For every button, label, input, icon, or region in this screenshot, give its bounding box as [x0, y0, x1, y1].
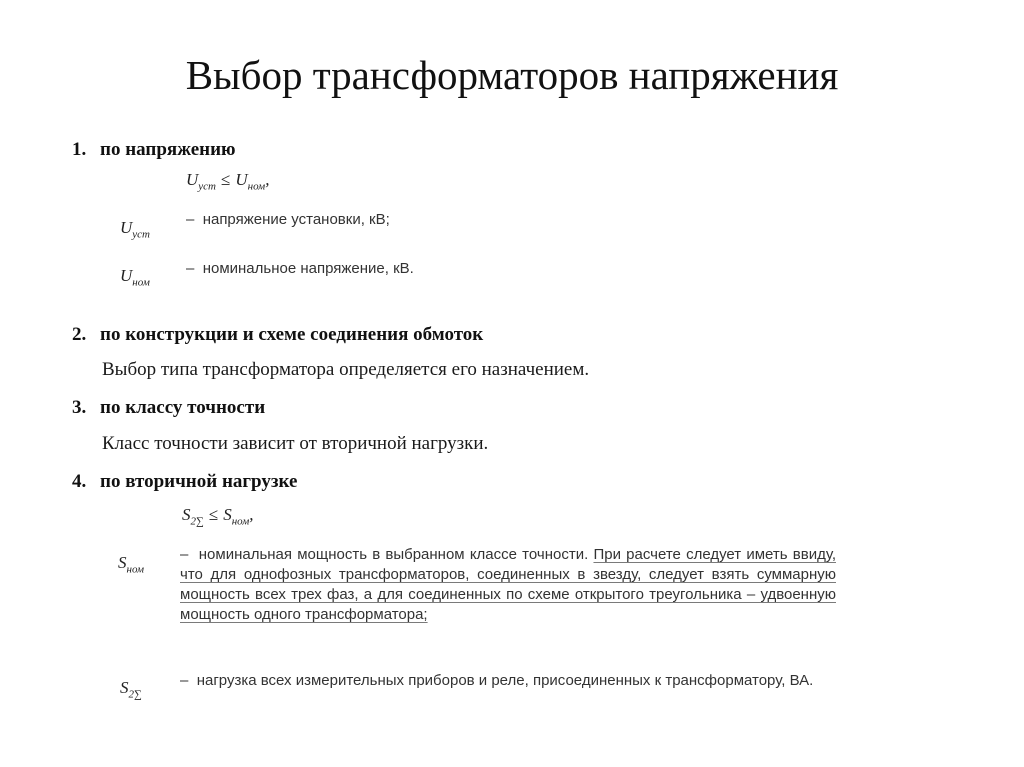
formula-rhs-subscript: ном	[231, 515, 250, 528]
section-2-title: по конструкции и схеме соединения обмоток	[100, 324, 484, 345]
definition-dash: –	[186, 211, 195, 228]
definition-dash: –	[180, 672, 189, 689]
section-4-title: по вторичной нагрузке	[100, 471, 298, 492]
formula-rhs-subscript: ном	[247, 180, 266, 193]
section-3-paragraph: Класс точности зависит от вторичной нагрузки.	[102, 433, 489, 454]
voltage-condition-formula	[186, 170, 269, 192]
symbol-s-nom	[118, 553, 144, 575]
definition-s-2sum	[180, 671, 836, 691]
definition-note: При расчете следует иметь ввиду, что для однофозных трансформаторов, соединенных в звезду, следует взять суммарную мощность всех трех фаз, а для соединенных по схеме открытого треугольника – удвоенную мощность одного трансформатора;	[180, 546, 836, 623]
symbol-letter: U	[120, 266, 133, 285]
formula-lhs-subscript: 2∑	[190, 515, 204, 528]
load-condition-formula	[182, 505, 254, 527]
definition-dash: –	[186, 260, 195, 277]
symbol-u-ust	[120, 218, 150, 240]
section-2-paragraph: Выбор типа трансформатора определяется его назначением.	[102, 359, 590, 380]
formula-rhs: U	[235, 170, 248, 189]
formula-lhs-subscript: уст	[198, 180, 216, 193]
formula-end: ,	[265, 170, 270, 189]
symbol-letter: S	[120, 678, 129, 697]
definition-text: номинальное напряжение, кВ.	[202, 260, 414, 277]
section-4-number: 4.	[72, 471, 87, 492]
symbol-subscript: ном	[132, 276, 150, 289]
section-2-heading	[72, 323, 483, 347]
symbol-letter: S	[118, 553, 127, 572]
definition-text: номинальная мощность в выбранном классе точности.	[198, 546, 589, 563]
definition-text: нагрузка всех измерительных приборов и реле, присоединенных к трансформатору, ВА.	[196, 672, 814, 689]
formula-lhs: U	[186, 170, 199, 189]
section-3-title: по классу точности	[100, 397, 266, 418]
symbol-s-2sum	[120, 678, 142, 700]
formula-lhs: S	[182, 505, 191, 524]
section-3-number: 3.	[72, 397, 87, 418]
formula-end: ,	[249, 505, 254, 524]
definition-dash: –	[180, 546, 189, 563]
section-1-number: 1.	[72, 139, 87, 160]
definition-u-ust	[186, 210, 390, 230]
definition-text: напряжение установки, кВ;	[202, 211, 390, 228]
section-2-number: 2.	[72, 324, 87, 345]
symbol-subscript: ном	[126, 563, 145, 576]
slide-title: Выбор трансформаторов напряжения	[185, 52, 839, 98]
definition-u-nom	[186, 259, 414, 279]
section-4-heading	[72, 470, 297, 494]
formula-relation: ≤	[221, 170, 231, 189]
section-1-title: по напряжению	[100, 139, 236, 160]
symbol-subscript: 2∑	[128, 688, 142, 701]
symbol-u-nom	[120, 266, 150, 288]
formula-relation: ≤	[208, 505, 219, 524]
formula-rhs: S	[223, 505, 232, 524]
definition-s-nom	[180, 545, 836, 625]
symbol-letter: U	[120, 218, 133, 237]
section-3-heading	[72, 396, 265, 420]
section-1-heading	[72, 138, 236, 162]
symbol-subscript: уст	[132, 228, 150, 241]
